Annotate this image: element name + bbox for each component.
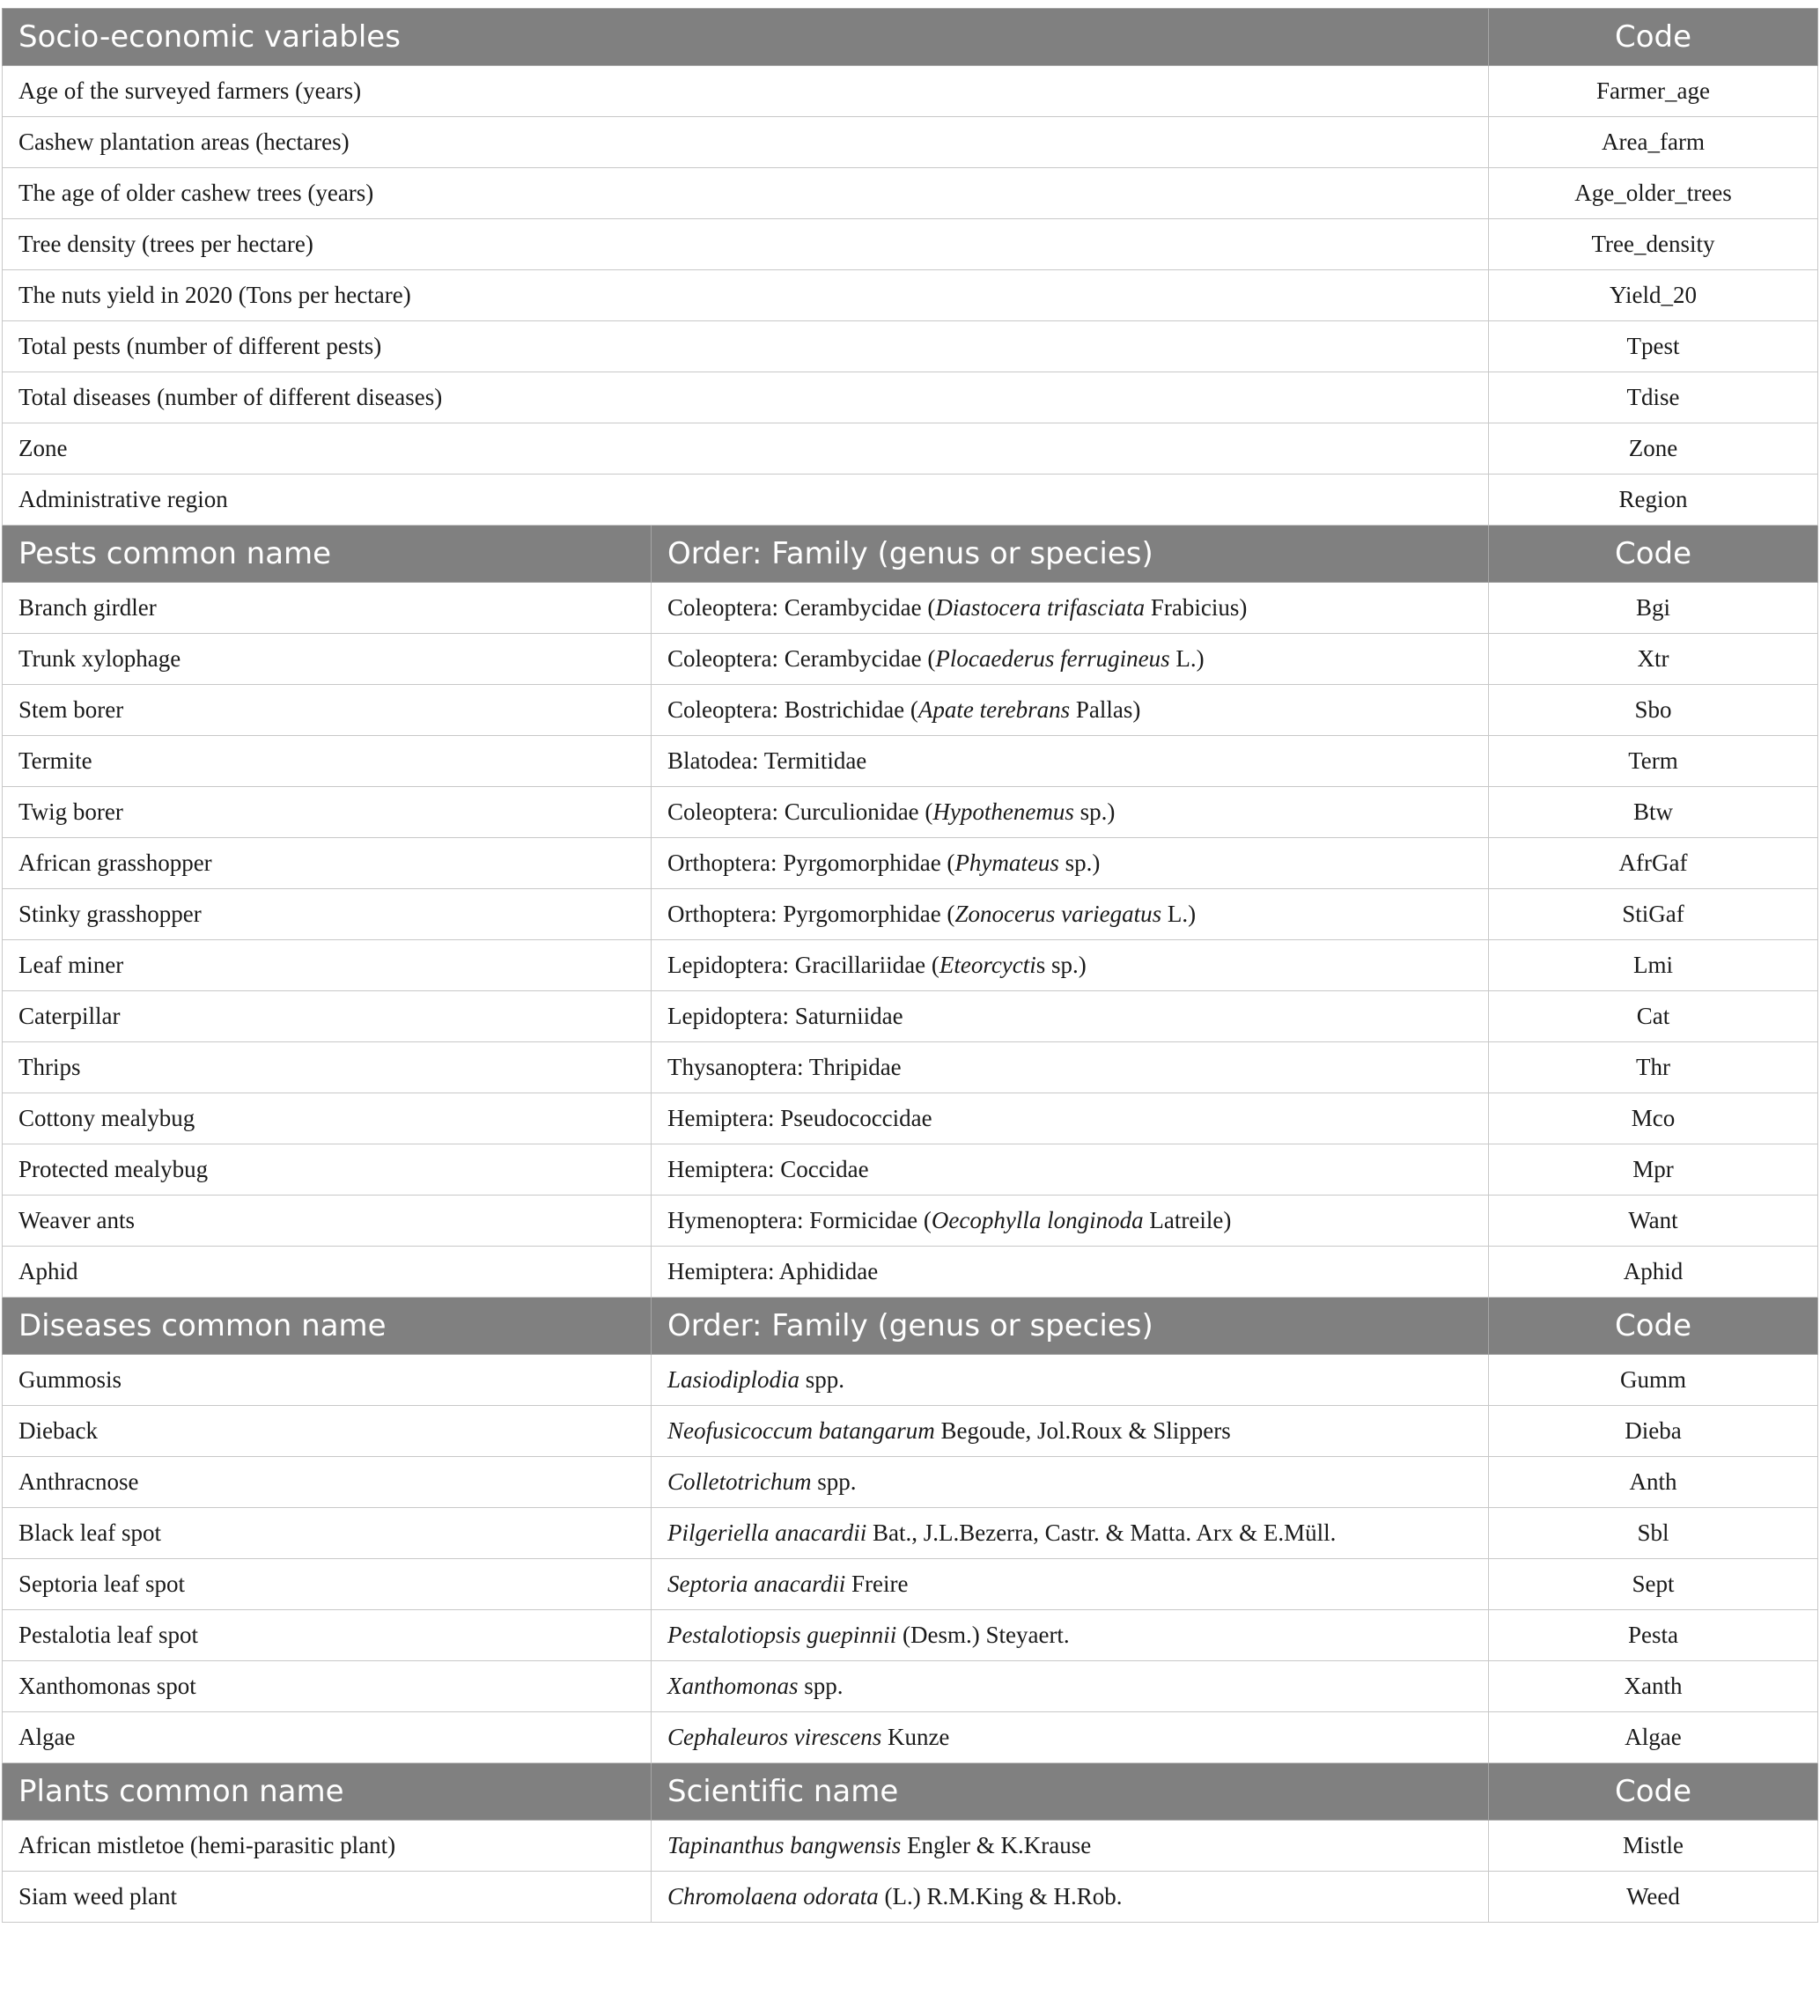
common-name-cell: Black leaf spot (3, 1508, 652, 1559)
taxonomy-text: Engler & K.Krause (901, 1832, 1092, 1858)
pests-header-name: Pests common name (3, 526, 652, 583)
taxonomy-cell (652, 1093, 1489, 1144)
taxonomy-cell (652, 685, 1489, 736)
taxonomy-text: Lepidoptera: Saturniidae (667, 1003, 903, 1029)
variable-label-cell: Tree density (trees per hectare) (3, 219, 1489, 270)
taxonomy-italic-name: Pilgeriella anacardii (667, 1519, 867, 1546)
common-name-cell: Pestalotia leaf spot (3, 1610, 652, 1661)
variables-table-body (3, 9, 1818, 1923)
table-row (3, 475, 1818, 526)
code-cell: Dieba (1489, 1406, 1818, 1457)
table-row (3, 1610, 1818, 1661)
code-cell: Mco (1489, 1093, 1818, 1144)
taxonomy-text: Orthoptera: Pyrgomorphidae ( (667, 901, 955, 927)
variable-code-cell: Yield_20 (1489, 270, 1818, 321)
diseases-header-row (3, 1298, 1818, 1355)
code-cell: Btw (1489, 787, 1818, 838)
taxonomy-cell (652, 1872, 1489, 1923)
diseases-header-taxon: Order: Family (genus or species) (652, 1298, 1489, 1355)
taxonomy-text: Lepidoptera: Gracillariidae ( (667, 952, 939, 978)
table-row (3, 117, 1818, 168)
variable-label-cell: The nuts yield in 2020 (Tons per hectare) (3, 270, 1489, 321)
taxonomy-cell (652, 634, 1489, 685)
taxonomy-cell (652, 1457, 1489, 1508)
code-cell: Term (1489, 736, 1818, 787)
socio-header-label: Socio-economic variables (3, 9, 1489, 66)
code-cell: Aphid (1489, 1247, 1818, 1298)
taxonomy-cell (652, 1661, 1489, 1712)
code-cell: Mistle (1489, 1821, 1818, 1872)
table-row (3, 685, 1818, 736)
taxonomy-italic-name: Plocaederus ferrugineus (935, 645, 1170, 672)
table-row (3, 423, 1818, 475)
table-row (3, 583, 1818, 634)
taxonomy-cell (652, 1247, 1489, 1298)
code-cell: Algae (1489, 1712, 1818, 1763)
table-row (3, 1661, 1818, 1712)
variable-label-cell: Cashew plantation areas (hectares) (3, 117, 1489, 168)
code-cell: Xtr (1489, 634, 1818, 685)
taxonomy-italic-name: Cephaleuros virescens (667, 1724, 882, 1750)
common-name-cell: Thrips (3, 1042, 652, 1093)
taxonomy-cell (652, 1610, 1489, 1661)
table-row (3, 66, 1818, 117)
taxonomy-text: L.) (1169, 645, 1205, 672)
table-row (3, 838, 1818, 889)
taxonomy-cell (652, 1821, 1489, 1872)
code-cell: Pesta (1489, 1610, 1818, 1661)
taxonomy-cell (652, 1196, 1489, 1247)
taxonomy-text: spp. (811, 1468, 857, 1495)
taxonomy-italic-name: Chromolaena odorata (667, 1883, 879, 1909)
common-name-cell: Stem borer (3, 685, 652, 736)
taxonomy-text: Coleoptera: Cerambycidae ( (667, 645, 936, 672)
taxonomy-cell (652, 1406, 1489, 1457)
taxonomy-text: Latreile) (1143, 1207, 1232, 1233)
table-row (3, 940, 1818, 991)
table-row (3, 1093, 1818, 1144)
taxonomy-text: sp.) (1058, 850, 1101, 876)
code-cell: Gumm (1489, 1355, 1818, 1406)
table-row (3, 1196, 1818, 1247)
variable-code-cell: Tdise (1489, 372, 1818, 423)
taxonomy-cell (652, 1144, 1489, 1196)
taxonomy-text: Thysanoptera: Thripidae (667, 1054, 902, 1080)
variable-code-cell: Zone (1489, 423, 1818, 475)
taxonomy-text: Hemiptera: Coccidae (667, 1156, 869, 1182)
variable-label-cell: Administrative region (3, 475, 1489, 526)
pests-header-taxon: Order: Family (genus or species) (652, 526, 1489, 583)
common-name-cell: Gummosis (3, 1355, 652, 1406)
table-row (3, 1042, 1818, 1093)
code-cell: Weed (1489, 1872, 1818, 1923)
table-row (3, 1355, 1818, 1406)
table-row (3, 736, 1818, 787)
table-row (3, 1144, 1818, 1196)
diseases-header-code: Code (1489, 1298, 1818, 1355)
table-row (3, 321, 1818, 372)
variable-label-cell: Total pests (number of different pests) (3, 321, 1489, 372)
table-row (3, 1247, 1818, 1298)
code-cell: Mpr (1489, 1144, 1818, 1196)
variable-label-cell: Zone (3, 423, 1489, 475)
taxonomy-text: Hemiptera: Pseudococcidae (667, 1105, 932, 1131)
variable-code-cell: Region (1489, 475, 1818, 526)
table-row (3, 1821, 1818, 1872)
variable-code-cell: Tree_density (1489, 219, 1818, 270)
table-row (3, 1508, 1818, 1559)
pests-header-code: Code (1489, 526, 1818, 583)
taxonomy-text: Hemiptera: Aphididae (667, 1258, 879, 1284)
variables-table-container (2, 8, 1817, 1923)
table-row (3, 1406, 1818, 1457)
taxonomy-text: (Desm.) Steyaert. (896, 1622, 1070, 1648)
taxonomy-italic-name: Phymateus (954, 850, 1059, 876)
pests-header-row (3, 526, 1818, 583)
taxonomy-text: Freire (845, 1571, 909, 1597)
taxonomy-cell (652, 736, 1489, 787)
taxonomy-italic-name: Septoria anacardii (667, 1571, 846, 1597)
variable-code-cell: Area_farm (1489, 117, 1818, 168)
taxonomy-text: Coleoptera: Cerambycidae ( (667, 594, 936, 621)
common-name-cell: Leaf miner (3, 940, 652, 991)
variable-code-cell: Tpest (1489, 321, 1818, 372)
taxonomy-cell (652, 583, 1489, 634)
code-cell: Sept (1489, 1559, 1818, 1610)
table-row (3, 168, 1818, 219)
table-row (3, 1712, 1818, 1763)
table-row (3, 219, 1818, 270)
taxonomy-text: spp. (798, 1673, 844, 1699)
table-row (3, 889, 1818, 940)
taxonomy-italic-name: Oecophylla longinoda (931, 1207, 1144, 1233)
code-cell: Bgi (1489, 583, 1818, 634)
taxonomy-cell (652, 1712, 1489, 1763)
common-name-cell: Siam weed plant (3, 1872, 652, 1923)
common-name-cell: Weaver ants (3, 1196, 652, 1247)
plants-header-taxon: Scientific name (652, 1763, 1489, 1821)
taxonomy-cell (652, 838, 1489, 889)
taxonomy-text: Coleoptera: Bostrichidae ( (667, 696, 918, 723)
taxonomy-text: Coleoptera: Curculionidae ( (667, 798, 933, 825)
common-name-cell: Caterpillar (3, 991, 652, 1042)
table-row (3, 1559, 1818, 1610)
taxonomy-text: (L.) R.M.King & H.Rob. (878, 1883, 1123, 1909)
socio-header-row (3, 9, 1818, 66)
code-cell: AfrGaf (1489, 838, 1818, 889)
plants-header-row (3, 1763, 1818, 1821)
code-cell: Cat (1489, 991, 1818, 1042)
common-name-cell: Twig borer (3, 787, 652, 838)
taxonomy-italic-name: Eteorcycti (939, 952, 1036, 978)
common-name-cell: Branch girdler (3, 583, 652, 634)
taxonomy-italic-name: Diastocera trifasciata (935, 594, 1146, 621)
taxonomy-text: Pallas) (1070, 696, 1141, 723)
taxonomy-cell (652, 940, 1489, 991)
taxonomy-italic-name: Lasiodiplodia (667, 1366, 800, 1393)
taxonomy-italic-name: Colletotrichum (667, 1468, 812, 1495)
variable-code-cell: Age_older_trees (1489, 168, 1818, 219)
common-name-cell: Anthracnose (3, 1457, 652, 1508)
taxonomy-text: Begoude, Jol.Roux & Slippers (934, 1417, 1231, 1444)
taxonomy-italic-name: Neofusicoccum batangarum (667, 1417, 935, 1444)
common-name-cell: African mistletoe (hemi-parasitic plant) (3, 1821, 652, 1872)
taxonomy-cell (652, 787, 1489, 838)
common-name-cell: African grasshopper (3, 838, 652, 889)
common-name-cell: Cottony mealybug (3, 1093, 652, 1144)
common-name-cell: Septoria leaf spot (3, 1559, 652, 1610)
common-name-cell: Termite (3, 736, 652, 787)
taxonomy-italic-name: Zonocerus variegatus (954, 901, 1162, 927)
taxonomy-cell (652, 1042, 1489, 1093)
table-row (3, 270, 1818, 321)
table-row (3, 634, 1818, 685)
taxonomy-text: s sp.) (1035, 952, 1087, 978)
common-name-cell: Protected mealybug (3, 1144, 652, 1196)
code-cell: Lmi (1489, 940, 1818, 991)
taxonomy-text: sp.) (1073, 798, 1116, 825)
code-cell: Xanth (1489, 1661, 1818, 1712)
plants-header-name: Plants common name (3, 1763, 652, 1821)
taxonomy-text: Orthoptera: Pyrgomorphidae ( (667, 850, 955, 876)
table-row (3, 991, 1818, 1042)
common-name-cell: Trunk xylophage (3, 634, 652, 685)
common-name-cell: Aphid (3, 1247, 652, 1298)
code-cell: Want (1489, 1196, 1818, 1247)
table-row (3, 1457, 1818, 1508)
common-name-cell: Xanthomonas spot (3, 1661, 652, 1712)
taxonomy-text: L.) (1161, 901, 1197, 927)
taxonomy-italic-name: Hypothenemus (932, 798, 1074, 825)
variable-label-cell: Age of the surveyed farmers (years) (3, 66, 1489, 117)
code-cell: Sbl (1489, 1508, 1818, 1559)
table-row (3, 1872, 1818, 1923)
variable-label-cell: The age of older cashew trees (years) (3, 168, 1489, 219)
code-cell: StiGaf (1489, 889, 1818, 940)
taxonomy-cell (652, 1508, 1489, 1559)
common-name-cell: Dieback (3, 1406, 652, 1457)
taxonomy-cell (652, 889, 1489, 940)
taxonomy-italic-name: Apate terebrans (917, 696, 1071, 723)
taxonomy-cell (652, 991, 1489, 1042)
table-row (3, 372, 1818, 423)
taxonomy-text: Kunze (881, 1724, 950, 1750)
taxonomy-text: Bat., J.L.Bezerra, Castr. & Matta. Arx & E.Müll. (866, 1519, 1337, 1546)
taxonomy-italic-name: Tapinanthus bangwensis (667, 1832, 902, 1858)
taxonomy-cell (652, 1559, 1489, 1610)
taxonomy-text: spp. (799, 1366, 845, 1393)
variables-table (2, 8, 1818, 1923)
diseases-header-name: Diseases common name (3, 1298, 652, 1355)
taxonomy-italic-name: Xanthomonas (667, 1673, 799, 1699)
code-cell: Sbo (1489, 685, 1818, 736)
code-cell: Thr (1489, 1042, 1818, 1093)
taxonomy-italic-name: Pestalotiopsis guepinnii (667, 1622, 897, 1648)
code-cell: Anth (1489, 1457, 1818, 1508)
taxonomy-cell (652, 1355, 1489, 1406)
variable-code-cell: Farmer_age (1489, 66, 1818, 117)
plants-header-code: Code (1489, 1763, 1818, 1821)
taxonomy-text: Frabicius) (1145, 594, 1248, 621)
common-name-cell: Algae (3, 1712, 652, 1763)
taxonomy-text: Hymenoptera: Formicidae ( (667, 1207, 932, 1233)
taxonomy-text: Blatodea: Termitidae (667, 747, 867, 774)
common-name-cell: Stinky grasshopper (3, 889, 652, 940)
table-row (3, 787, 1818, 838)
variable-label-cell: Total diseases (number of different diseases) (3, 372, 1489, 423)
socio-header-code: Code (1489, 9, 1818, 66)
